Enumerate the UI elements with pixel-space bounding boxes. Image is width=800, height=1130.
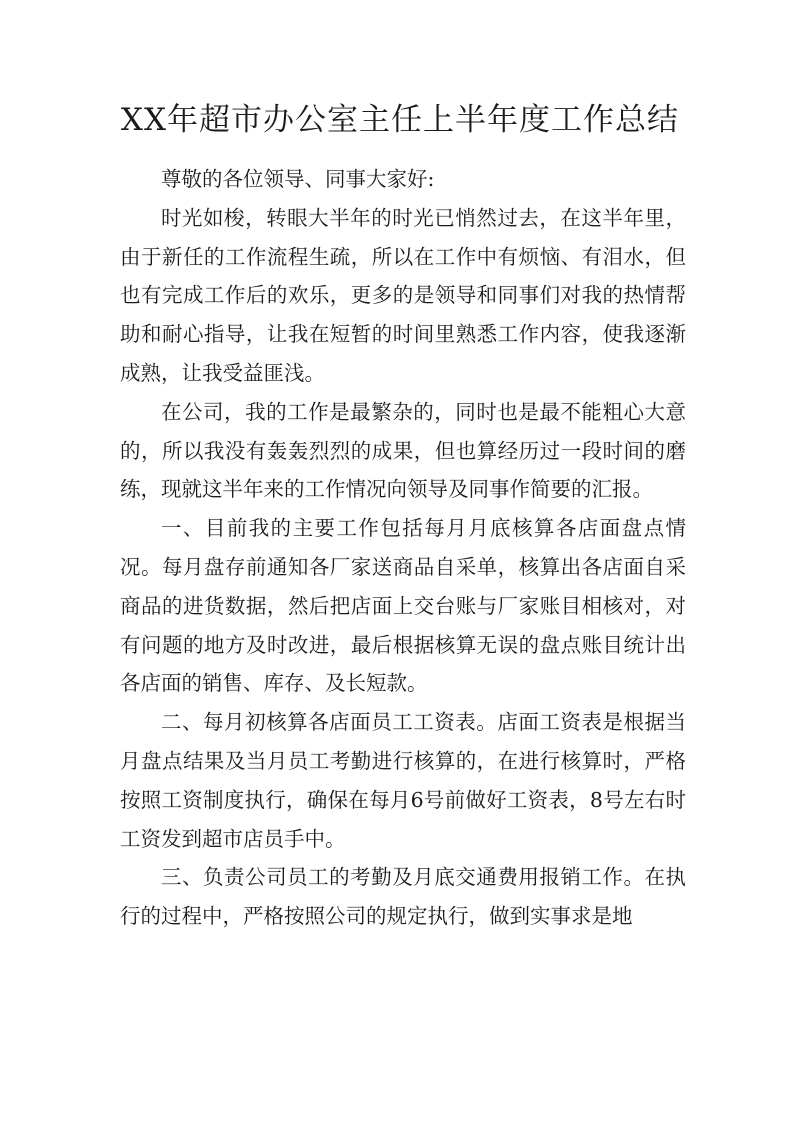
paragraph-item-3: 三、负责公司员工的考勤及月底交通费用报销工作。在执行的过程中，严格按照公司的规定执行，做到实事求是地 [120,865,686,929]
document-body [120,160,686,936]
paragraph-item-1: 一、目前我的主要工作包括每月月底核算各店面盘点情况。每月盘存前通知各厂家送商品自采单，核算出各店面自采商品的进货数据，然后把店面上交台账与厂家账目相核对，对有问题的地方及时改进，最后根据核算无误的盘点账目统计出各店面的销售、库存、及长短款。 [120,516,686,696]
document-title: XX年超市办公室主任上半年度工作总结 [120,102,680,138]
paragraph-intro: 时光如梭，转眼大半年的时光已悄然过去，在这半年里，由于新任的工作流程生疏，所以在工作中有烦恼、有泪水，但也有完成工作后的欢乐，更多的是领导和同事们对我的热情帮助和耐心指导，让我在短暂的时间里熟悉工作内容，使我逐渐成熟，让我受益匪浅。 [120,205,686,385]
paragraph-greeting: 尊敬的各位领导、同事大家好: [161,167,435,191]
paragraph-overview: 在公司，我的工作是最繁杂的，同时也是最不能粗心大意的，所以我没有轰轰烈烈的成果，但也算经历过一段时间的磨练，现就这半年来的工作情况向领导及同事作简要的汇报。 [120,399,686,502]
paragraph-item-2: 二、每月初核算各店面员工工资表。店面工资表是根据当月盘点结果及当月员工考勤进行核算的，在进行核算时，严格按照工资制度执行，确保在每月6号前做好工资表，8号左右时工资发到超市店员手中。 [120,710,686,851]
